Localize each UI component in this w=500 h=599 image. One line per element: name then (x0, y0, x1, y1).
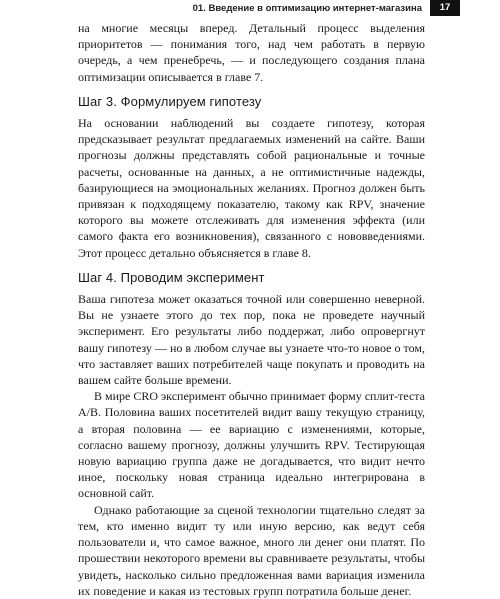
page-number: 17 (430, 0, 460, 16)
step3-heading: Шаг 3. Формулируем гипотезу (78, 93, 262, 109)
running-head (193, 0, 460, 16)
step3-paragraph: На основании наблюдений вы создаете гипотезу, которая предсказывает результат предлагаемых изменений на сайте. Ваши прогнозы должны представлять собой рациональные и точные расчеты, основанные на данных, а не оптимистичные надежды, базирующиеся на эмоциональных желаниях. Прогноз должен быть привязан к подходящему показателю, такому как RPV, значение которого вы можете отслеживать для изменения эффекта (или самого факта его возникновения), связанного с нововведениями. Этот процесс детально объясняется в главе 8. (78, 116, 425, 260)
step4-paragraph-3: Однако работающие за сценой технологии тщательно следят за тем, кто именно видит ту или иную версию, как ведут себя пользователи и, что самое важное, много ли денег они платят. По прошествии некоторого времени вы сравниваете результаты, чтобы увидеть, насколько сильно предложенная вами вариация изменила их поведение и какая из тестовых групп потратила больше денег. (78, 502, 425, 598)
chapter-title: 01. Введение в оптимизацию интернет-магазина (192, 2, 422, 14)
intro-paragraph: на многие месяцы вперед. Детальный процесс выделения приоритетов — понимания того, над чем работать в первую очередь, а чем пренебречь, — и последующего создания плана оптимизации описывается в главе 7. (78, 21, 425, 84)
page-body (78, 20, 425, 599)
step4-paragraph-2: В мире CRO эксперимент обычно принимает форму сплит-теста A/B. Половина ваших посетителей видит вашу текущую страницу, а вторая половина — ее вариацию с изменениями, которые, согласно вашему прогнозу, должны улучшить RPV. Тестирующая новую вариацию группа даже не догадывается, что видит нечто иное, поскольку новая страница идеально интегрирована в основной сайт. (78, 389, 426, 501)
step4-heading: Шаг 4. Проводим эксперимент (78, 269, 265, 285)
step4-paragraph-1: Ваша гипотеза может оказаться точной или совершенно неверной. Вы не узнаете этого до тех пор, пока не проведете научный эксперимент. Его результаты либо поддержат, либо опровергнут вашу гипотезу — но в любом случае вы узнаете что-то новое о том, что заставляет ваших потребителей чаще покупать и проводить на вашем сайте больше времени. (78, 292, 425, 388)
